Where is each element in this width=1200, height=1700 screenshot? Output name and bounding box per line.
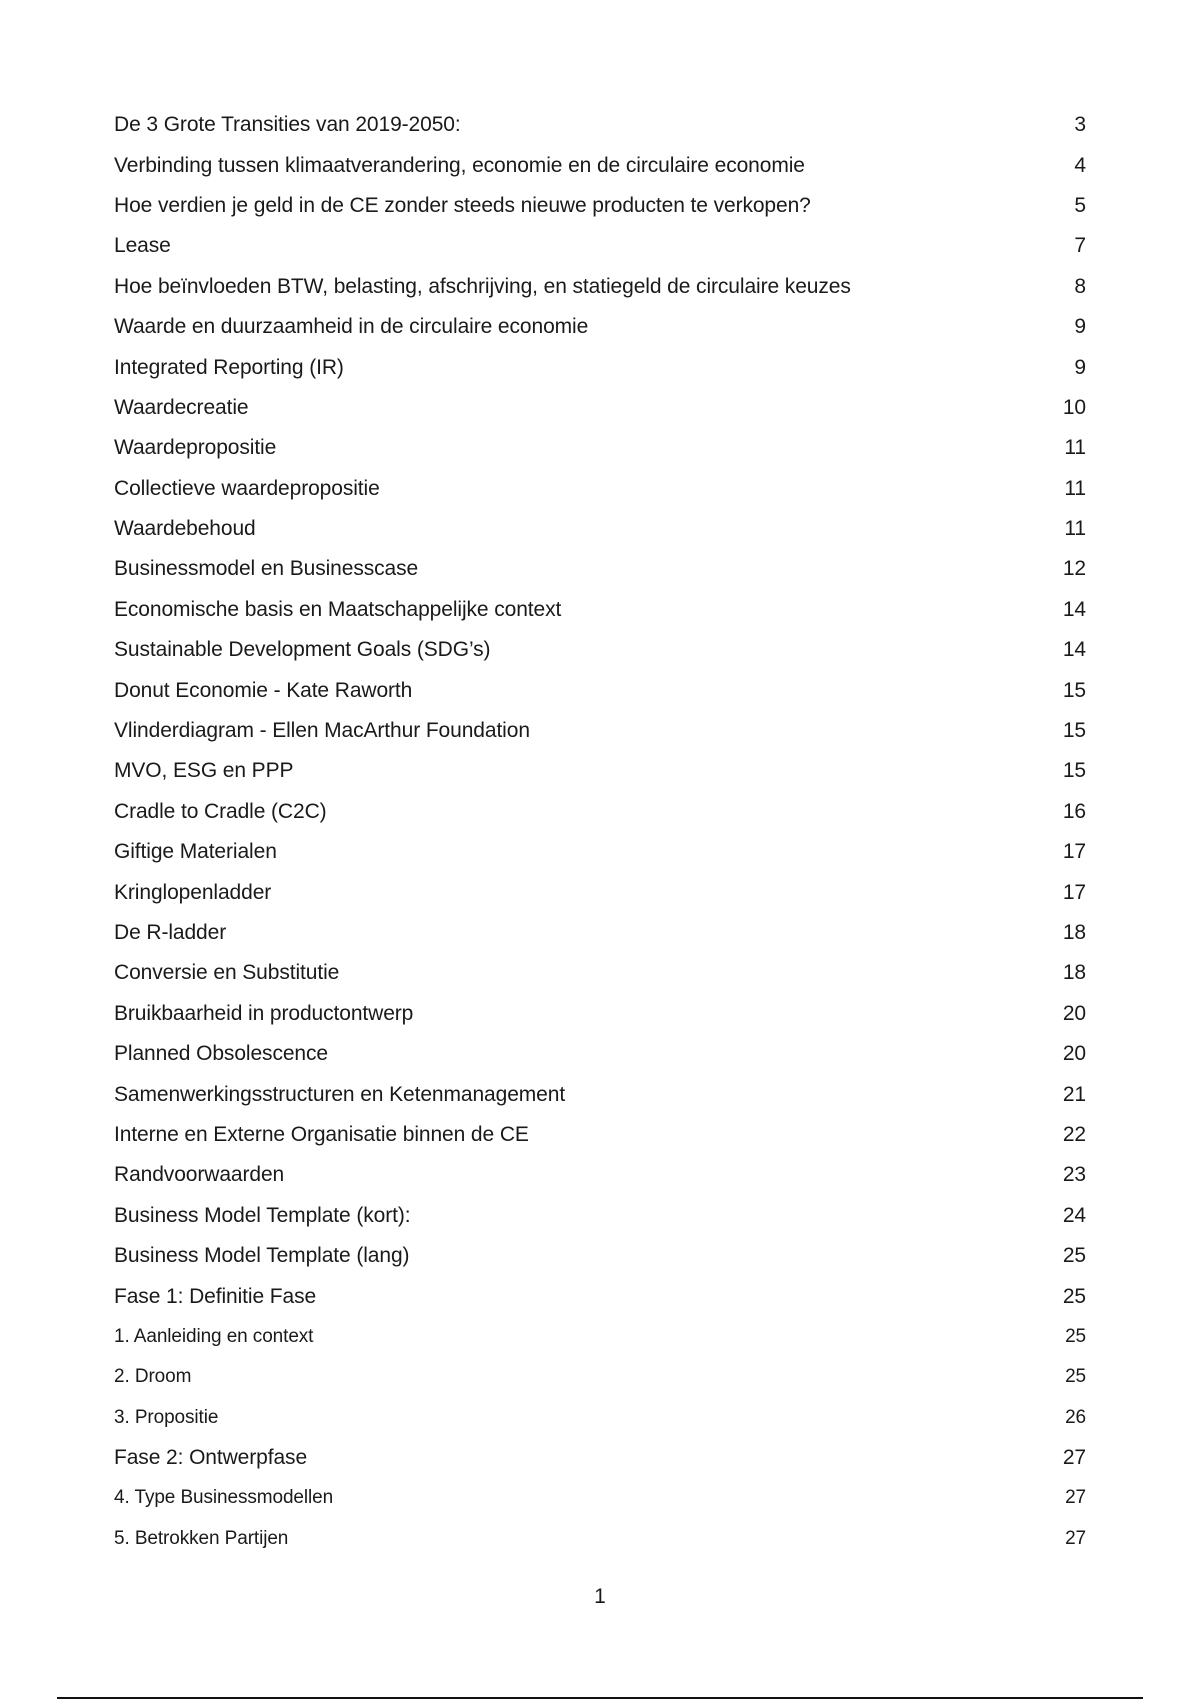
toc-entry-title: Waardebehoud (114, 517, 256, 541)
toc-entry-title: MVO, ESG en PPP (114, 759, 294, 783)
toc-entry[interactable] (114, 388, 1086, 428)
toc-entry[interactable] (114, 1074, 1086, 1114)
toc-entry[interactable] (114, 549, 1086, 589)
page-number: 1 (594, 1585, 606, 1608)
toc-entry-page: 27 (1065, 1527, 1086, 1549)
toc-entry-title: Integrated Reporting (IR) (114, 355, 344, 379)
toc-entry-page: 15 (1062, 678, 1086, 702)
toc-entry[interactable] (114, 1155, 1086, 1195)
toc-entry[interactable] (114, 1438, 1086, 1478)
toc-entry-page: 17 (1062, 880, 1086, 904)
toc-entry-page: 15 (1062, 719, 1086, 743)
toc-entry-title: Cradle to Cradle (C2C) (114, 799, 327, 823)
toc-entry-page: 8 (1074, 274, 1086, 298)
toc-entry-title: Bruikbaarheid in productontwerp (114, 1001, 414, 1025)
toc-entry[interactable] (114, 267, 1086, 307)
toc-entry[interactable] (114, 1236, 1086, 1276)
toc-entry-page: 26 (1065, 1406, 1086, 1428)
toc-entry-page: 16 (1062, 799, 1086, 823)
table-of-contents (114, 105, 1086, 1559)
toc-entry[interactable] (114, 307, 1086, 347)
toc-entry[interactable] (114, 1115, 1086, 1155)
toc-entry-title: 2. Droom (114, 1366, 192, 1388)
toc-entry-page: 24 (1062, 1203, 1086, 1227)
toc-entry-title: Kringlopenladder (114, 880, 272, 904)
toc-entry-title: 3. Propositie (114, 1406, 219, 1428)
toc-entry[interactable] (114, 186, 1086, 226)
toc-entry-page: 3 (1074, 113, 1086, 137)
toc-entry-title: Economische basis en Maatschappelijke context (114, 597, 562, 621)
toc-entry-title: Verbinding tussen klimaatverandering, economie en de circulaire economie (114, 153, 805, 177)
toc-entry-page: 27 (1062, 1446, 1086, 1470)
toc-entry-page: 11 (1064, 517, 1086, 541)
toc-entry-page: 20 (1062, 1001, 1086, 1025)
toc-entry[interactable] (114, 469, 1086, 509)
toc-entry-page: 27 (1065, 1487, 1086, 1509)
toc-entry-page: 25 (1065, 1325, 1086, 1347)
toc-entry-page: 4 (1074, 153, 1086, 177)
toc-entry[interactable] (114, 994, 1086, 1034)
toc-entry-page: 21 (1062, 1082, 1086, 1106)
toc-entry-page: 10 (1062, 395, 1086, 419)
toc-entry-title: De 3 Grote Transities van 2019-2050: (114, 113, 461, 137)
toc-entry-page: 11 (1064, 476, 1086, 500)
toc-entry[interactable] (114, 751, 1086, 791)
toc-entry-title: De R-ladder (114, 921, 227, 944)
toc-entry-page: 5 (1074, 193, 1086, 217)
toc-entry-title: Collectieve waardepropositie (114, 476, 380, 500)
toc-entry-title: Randvoorwaarden (114, 1163, 285, 1187)
toc-entry[interactable] (114, 711, 1086, 751)
toc-entry-page: 20 (1062, 1042, 1086, 1066)
toc-entry[interactable] (114, 1398, 1086, 1438)
toc-entry-page: 25 (1062, 1244, 1086, 1268)
toc-entry[interactable] (114, 630, 1086, 670)
toc-entry-title: Sustainable Development Goals (SDG’s) (114, 638, 491, 662)
toc-entry-page: 14 (1062, 597, 1086, 621)
toc-entry-page: 18 (1062, 961, 1086, 985)
toc-entry[interactable] (114, 953, 1086, 993)
toc-entry-title: Fase 1: Definitie Fase (114, 1284, 317, 1308)
toc-entry-page: 25 (1065, 1366, 1086, 1388)
toc-entry-title: Giftige Materialen (114, 840, 277, 864)
toc-entry-page: 7 (1074, 234, 1086, 258)
toc-entry[interactable] (114, 1357, 1086, 1397)
toc-entry-title: Business Model Template (kort): (114, 1203, 411, 1227)
toc-entry-page: 11 (1064, 436, 1086, 460)
toc-entry[interactable] (114, 590, 1086, 630)
toc-entry-title: Conversie en Substitutie (114, 961, 340, 985)
toc-entry-title: Fase 2: Ontwerpfase (114, 1446, 308, 1470)
toc-entry[interactable] (114, 1196, 1086, 1236)
toc-entry-title: Donut Economie - Kate Raworth (114, 678, 413, 702)
toc-entry[interactable] (114, 105, 1086, 145)
toc-entry[interactable] (114, 226, 1086, 266)
toc-entry-title: Samenwerkingsstructuren en Ketenmanagement (114, 1082, 566, 1106)
toc-entry[interactable] (114, 670, 1086, 710)
toc-entry-title: Business Model Template (lang) (114, 1244, 410, 1268)
toc-entry[interactable] (114, 1519, 1086, 1559)
toc-entry-title: Waarde en duurzaamheid in de circulaire economie (114, 315, 589, 339)
toc-entry-page: 25 (1062, 1284, 1086, 1308)
toc-entry[interactable] (114, 1317, 1086, 1357)
toc-entry-title: Hoe beïnvloeden BTW, belasting, afschrijving, en statiegeld de circulaire keuzes (114, 274, 851, 298)
toc-entry-title: Businessmodel en Businesscase (114, 557, 419, 581)
toc-entry[interactable] (114, 428, 1086, 468)
toc-entry-page: 23 (1062, 1163, 1086, 1187)
toc-entry-page: 17 (1062, 840, 1086, 864)
toc-entry-title: Interne en Externe Organisatie binnen de CE (114, 1122, 529, 1146)
toc-entry-title: Waardecreatie (114, 395, 249, 419)
toc-entry-title: Planned Obsolescence (114, 1042, 328, 1066)
toc-entry-title: 1. Aanleiding en context (114, 1325, 314, 1347)
toc-entry-title: Vlinderdiagram - Ellen MacArthur Foundation (114, 719, 530, 743)
toc-entry-page: 12 (1062, 557, 1086, 581)
toc-entry-page: 9 (1074, 315, 1086, 339)
toc-entry[interactable] (114, 832, 1086, 872)
toc-entry[interactable] (114, 509, 1086, 549)
toc-entry[interactable] (114, 1478, 1086, 1518)
toc-entry[interactable] (114, 145, 1086, 185)
toc-entry[interactable] (114, 347, 1086, 387)
toc-entry[interactable] (114, 1034, 1086, 1074)
toc-entry-title: Waardepropositie (114, 436, 277, 460)
toc-entry[interactable] (114, 913, 1086, 953)
toc-entry-page: 9 (1074, 355, 1086, 379)
toc-entry-page: 22 (1062, 1122, 1086, 1146)
toc-entry-page: 18 (1062, 921, 1086, 944)
toc-entry[interactable] (114, 1276, 1086, 1316)
toc-entry-page: 15 (1062, 759, 1086, 783)
toc-entry-title: 4. Type Businessmodellen (114, 1487, 334, 1509)
toc-entry[interactable] (114, 872, 1086, 912)
toc-entry-title: Lease (114, 234, 171, 258)
bottom-divider (57, 1697, 1143, 1699)
toc-entry-title: Hoe verdien je geld in de CE zonder steeds nieuwe producten te verkopen? (114, 193, 811, 217)
toc-entry[interactable] (114, 792, 1086, 832)
toc-entry-title: 5. Betrokken Partijen (114, 1527, 289, 1549)
toc-entry-page: 14 (1062, 638, 1086, 662)
